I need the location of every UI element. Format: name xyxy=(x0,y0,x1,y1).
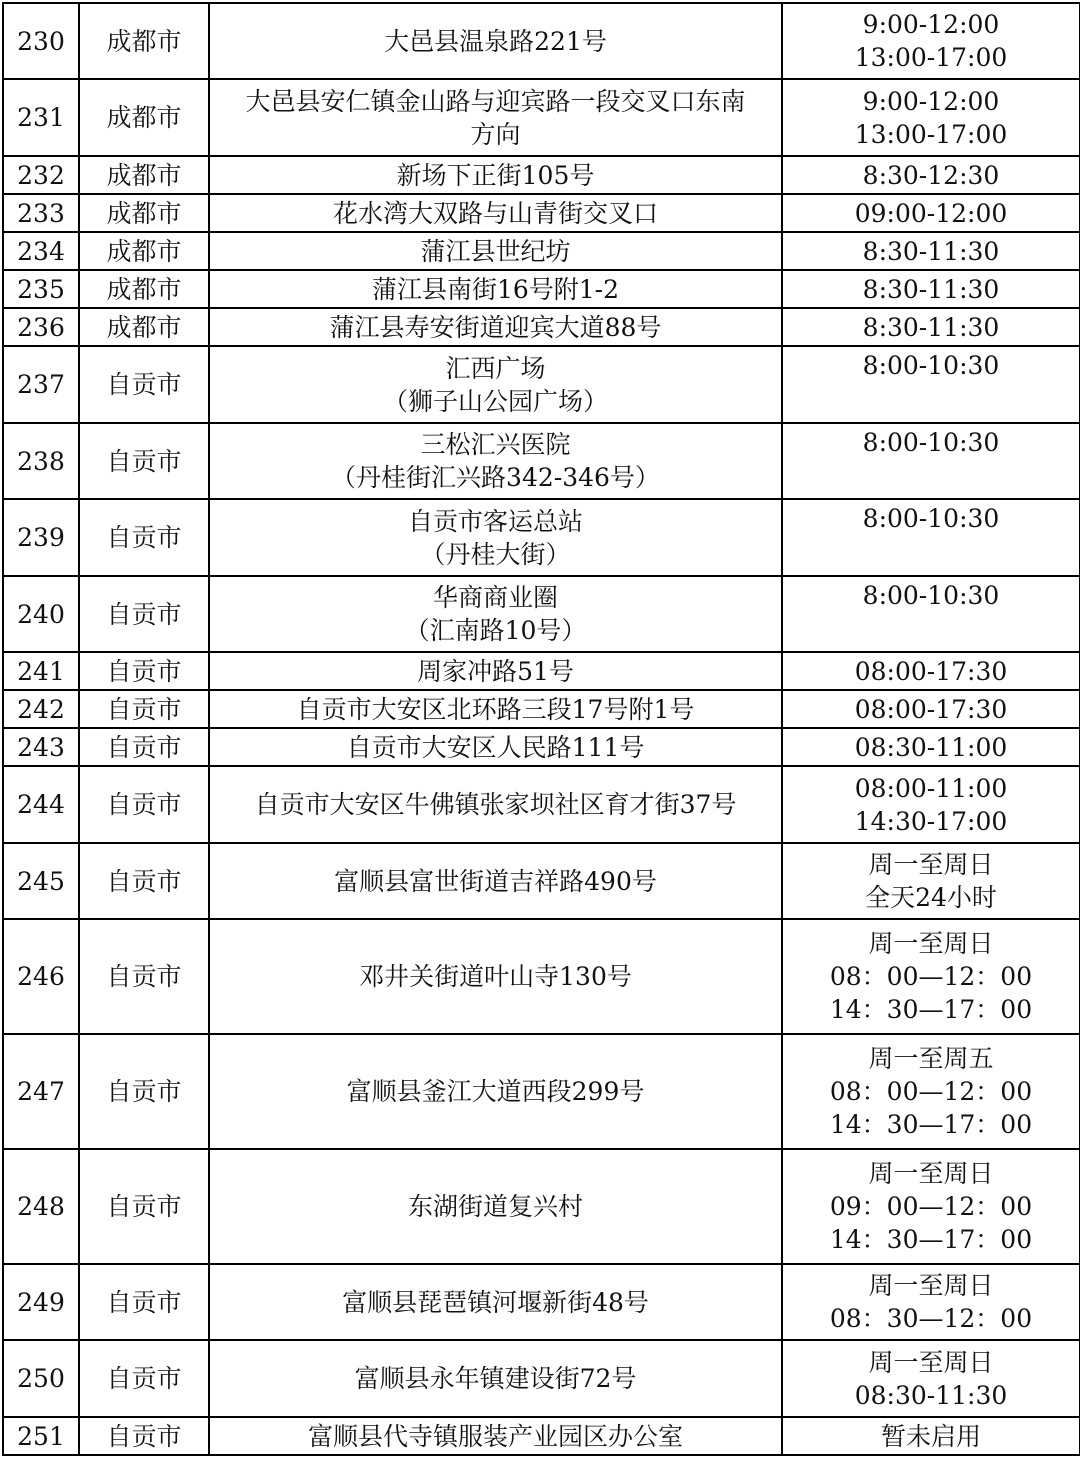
hours-line: 08：00—12：00 xyxy=(829,1077,1033,1106)
city-name: 成都市 xyxy=(106,160,182,190)
address-line: 大邑县安仁镇金山路与迎宾路一段交叉口东南 xyxy=(245,86,746,116)
city-cell xyxy=(79,652,209,690)
hours-cell xyxy=(782,194,1080,232)
address-cell xyxy=(209,346,782,423)
hours-line: 08:30-11:00 xyxy=(854,732,1008,762)
city-name: 自贡市 xyxy=(106,694,182,724)
row-number-cell xyxy=(3,919,79,1034)
hours-cell xyxy=(782,79,1080,156)
row-number: 230 xyxy=(17,26,65,56)
address-cell xyxy=(209,194,782,232)
hours-line: 周一至周日 xyxy=(868,850,994,879)
hours-cell xyxy=(782,766,1080,843)
row-number: 237 xyxy=(17,370,65,399)
hours-line: 13:00-17:00 xyxy=(854,119,1008,149)
hours-cell xyxy=(782,308,1080,346)
table-row xyxy=(3,576,1080,652)
city-cell xyxy=(79,423,209,499)
hours-line: 8:30-12:30 xyxy=(862,160,1000,190)
row-number-cell xyxy=(3,1149,79,1264)
city-name: 成都市 xyxy=(106,312,182,342)
city-cell xyxy=(79,3,209,79)
city-name: 自贡市 xyxy=(106,446,182,476)
address-line: （狮子山公园广场） xyxy=(382,386,608,416)
hours-line: 8:30-11:30 xyxy=(862,274,1000,304)
table-row xyxy=(3,194,1080,232)
hours-cell xyxy=(782,1034,1080,1149)
row-number-cell xyxy=(3,1417,79,1455)
address-cell xyxy=(209,843,782,919)
city-cell xyxy=(79,499,209,576)
hours-cell xyxy=(782,728,1080,766)
table-row xyxy=(3,919,1080,1034)
address-cell xyxy=(209,1034,782,1149)
row-number: 250 xyxy=(17,1364,65,1393)
hours-cell xyxy=(782,156,1080,194)
hours-cell xyxy=(782,232,1080,270)
address-line: 新场下正街105号 xyxy=(396,160,595,190)
row-number-cell xyxy=(3,1264,79,1340)
table-row xyxy=(3,690,1080,728)
hours-cell xyxy=(782,423,1080,499)
address-line: （丹桂大街） xyxy=(420,539,571,569)
row-number-cell xyxy=(3,652,79,690)
address-line: 富顺县富世街道吉祥路490号 xyxy=(334,866,657,896)
hours-line: 08:00-17:30 xyxy=(854,694,1008,724)
hours-line: 09:00-12:00 xyxy=(854,198,1008,228)
city-name: 自贡市 xyxy=(106,1287,182,1317)
address-line: 三松汇兴医院 xyxy=(420,430,571,459)
city-name: 自贡市 xyxy=(106,866,182,896)
row-number: 231 xyxy=(17,103,65,132)
row-number: 238 xyxy=(17,446,65,476)
hours-line: 8:30-11:30 xyxy=(862,236,1000,266)
address-line: 华商商业圈 xyxy=(432,583,558,612)
row-number: 242 xyxy=(17,694,65,724)
address-line: 邓井关街道叶山寺130号 xyxy=(359,962,632,991)
hours-line: 9:00-12:00 xyxy=(862,10,1000,39)
address-line: 富顺县琵琶镇河堰新街48号 xyxy=(342,1287,649,1317)
address-line: 自贡市大安区人民路111号 xyxy=(346,732,645,762)
table-row xyxy=(3,728,1080,766)
table-row xyxy=(3,1149,1080,1264)
hours-cell xyxy=(782,919,1080,1034)
city-cell xyxy=(79,919,209,1034)
table-row xyxy=(3,499,1080,576)
row-number: 236 xyxy=(17,312,65,342)
row-number: 244 xyxy=(17,790,65,819)
city-cell xyxy=(79,232,209,270)
address-cell xyxy=(209,690,782,728)
hours-cell xyxy=(782,3,1080,79)
row-number: 249 xyxy=(17,1287,65,1317)
row-number: 247 xyxy=(17,1077,65,1106)
address-cell xyxy=(209,1264,782,1340)
table-row xyxy=(3,308,1080,346)
hours-line: 周一至周日 xyxy=(868,929,994,958)
city-name: 自贡市 xyxy=(106,656,182,686)
hours-line: 全天24小时 xyxy=(865,883,997,912)
city-name: 自贡市 xyxy=(106,1077,182,1106)
row-number: 240 xyxy=(17,599,65,629)
address-cell xyxy=(209,766,782,843)
table-row xyxy=(3,843,1080,919)
hours-line: 08:30-11:30 xyxy=(854,1380,1008,1410)
address-line: 汇西广场 xyxy=(445,353,546,383)
address-cell xyxy=(209,499,782,576)
address-line: 富顺县代寺镇服装产业园区办公室 xyxy=(307,1421,683,1451)
hours-cell xyxy=(782,1264,1080,1340)
address-line: （丹桂街汇兴路342-346号） xyxy=(331,463,660,492)
hours-cell xyxy=(782,1149,1080,1264)
hours-line: 08:00-17:30 xyxy=(854,656,1008,686)
address-line: 自贡市客运总站 xyxy=(407,506,583,536)
city-cell xyxy=(79,1417,209,1455)
address-line: （汇南路10号） xyxy=(404,616,587,645)
address-line: 花水湾大双路与山青街交叉口 xyxy=(332,198,658,228)
hours-line: 8:00-10:30 xyxy=(862,504,1000,533)
address-line: 方向 xyxy=(470,119,521,149)
city-cell xyxy=(79,728,209,766)
hours-line: 08:00-11:00 xyxy=(854,773,1008,803)
hours-line: 周一至周日 xyxy=(868,1271,994,1300)
address-cell xyxy=(209,270,782,308)
hours-cell xyxy=(782,346,1080,423)
address-line: 东湖街道复兴村 xyxy=(407,1192,583,1221)
hours-line: 08：00—12：00 xyxy=(829,962,1033,991)
table-row xyxy=(3,156,1080,194)
row-number-cell xyxy=(3,346,79,423)
row-number-cell xyxy=(3,499,79,576)
address-cell xyxy=(209,232,782,270)
table-row xyxy=(3,1417,1080,1455)
address-cell xyxy=(209,308,782,346)
hours-line: 周一至周五 xyxy=(868,1044,994,1073)
hours-line: 8:00-10:30 xyxy=(862,351,1000,380)
hours-cell xyxy=(782,270,1080,308)
table-row xyxy=(3,346,1080,423)
hours-line: 8:00-10:30 xyxy=(862,581,1000,610)
hours-cell xyxy=(782,499,1080,576)
row-number-cell xyxy=(3,1340,79,1417)
address-line: 蒲江县世纪坊 xyxy=(420,236,571,266)
city-name: 自贡市 xyxy=(106,790,182,819)
address-cell xyxy=(209,156,782,194)
row-number-cell xyxy=(3,1034,79,1149)
row-number-cell xyxy=(3,270,79,308)
table-row xyxy=(3,652,1080,690)
row-number-cell xyxy=(3,766,79,843)
address-line: 蒲江县寿安街道迎宾大道88号 xyxy=(329,312,662,342)
address-cell xyxy=(209,1149,782,1264)
hours-line: 8:00-10:30 xyxy=(862,428,1000,457)
city-name: 自贡市 xyxy=(106,732,182,762)
address-line: 大邑县温泉路221号 xyxy=(384,26,607,56)
row-number: 251 xyxy=(17,1421,65,1451)
row-number-cell xyxy=(3,156,79,194)
city-name: 成都市 xyxy=(106,274,182,304)
city-cell xyxy=(79,576,209,652)
city-cell xyxy=(79,346,209,423)
address-cell xyxy=(209,3,782,79)
table-row xyxy=(3,1034,1080,1149)
row-number: 234 xyxy=(17,236,65,266)
city-name: 成都市 xyxy=(106,236,182,266)
address-cell xyxy=(209,652,782,690)
city-name: 成都市 xyxy=(106,26,182,56)
address-line: 富顺县釜江大道西段299号 xyxy=(346,1077,645,1106)
row-number: 233 xyxy=(17,198,65,228)
hours-line: 09：00—12：00 xyxy=(829,1192,1033,1221)
city-cell xyxy=(79,1149,209,1264)
address-cell xyxy=(209,576,782,652)
city-cell xyxy=(79,1340,209,1417)
city-name: 成都市 xyxy=(106,103,182,132)
row-number-cell xyxy=(3,423,79,499)
hours-cell xyxy=(782,1340,1080,1417)
row-number: 232 xyxy=(17,160,65,190)
address-cell xyxy=(209,79,782,156)
address-cell xyxy=(209,1417,782,1455)
hours-cell xyxy=(782,690,1080,728)
city-name: 自贡市 xyxy=(106,962,182,991)
city-name: 成都市 xyxy=(106,198,182,228)
address-line: 富顺县永年镇建设街72号 xyxy=(354,1364,637,1393)
row-number: 245 xyxy=(17,866,65,896)
row-number: 241 xyxy=(17,656,65,686)
hours-line: 暂未启用 xyxy=(880,1421,981,1451)
testing-sites-table xyxy=(2,2,1080,1456)
city-cell xyxy=(79,308,209,346)
row-number-cell xyxy=(3,843,79,919)
city-name: 自贡市 xyxy=(106,523,182,552)
row-number-cell xyxy=(3,194,79,232)
table-row xyxy=(3,270,1080,308)
table-row xyxy=(3,232,1080,270)
address-line: 周家冲路51号 xyxy=(417,656,574,686)
row-number-cell xyxy=(3,3,79,79)
hours-line: 周一至周日 xyxy=(868,1159,994,1188)
city-cell xyxy=(79,1264,209,1340)
table-row xyxy=(3,423,1080,499)
hours-line: 14:30-17:00 xyxy=(854,806,1008,836)
table-row xyxy=(3,3,1080,79)
row-number: 246 xyxy=(17,962,65,991)
city-name: 自贡市 xyxy=(106,599,182,629)
table-row xyxy=(3,79,1080,156)
hours-line: 13:00-17:00 xyxy=(854,43,1008,72)
hours-line: 9:00-12:00 xyxy=(862,86,1000,116)
table-row xyxy=(3,1264,1080,1340)
row-number: 239 xyxy=(17,523,65,552)
row-number: 248 xyxy=(17,1192,65,1221)
row-number: 243 xyxy=(17,732,65,762)
address-line: 蒲江县南街16号附1-2 xyxy=(371,274,620,304)
address-line: 自贡市大安区牛佛镇张家坝社区育才街37号 xyxy=(254,790,737,819)
address-cell xyxy=(209,919,782,1034)
city-name: 自贡市 xyxy=(106,1192,182,1221)
row-number-cell xyxy=(3,728,79,766)
city-name: 自贡市 xyxy=(106,1421,182,1451)
hours-cell xyxy=(782,1417,1080,1455)
city-name: 自贡市 xyxy=(106,1364,182,1393)
row-number-cell xyxy=(3,690,79,728)
city-cell xyxy=(79,156,209,194)
row-number-cell xyxy=(3,232,79,270)
hours-cell xyxy=(782,843,1080,919)
address-cell xyxy=(209,423,782,499)
table-row xyxy=(3,1340,1080,1417)
city-cell xyxy=(79,843,209,919)
address-line: 自贡市大安区北环路三段17号附1号 xyxy=(296,694,695,724)
hours-cell xyxy=(782,576,1080,652)
hours-line: 14：30—17：00 xyxy=(829,1225,1033,1254)
address-cell xyxy=(209,728,782,766)
city-cell xyxy=(79,79,209,156)
city-cell xyxy=(79,194,209,232)
row-number: 235 xyxy=(17,274,65,304)
city-cell xyxy=(79,766,209,843)
row-number-cell xyxy=(3,308,79,346)
row-number-cell xyxy=(3,79,79,156)
hours-line: 08：30—12：00 xyxy=(829,1304,1033,1333)
city-name: 自贡市 xyxy=(106,370,182,399)
hours-line: 14：30—17：00 xyxy=(829,1110,1033,1139)
hours-line: 14：30—17：00 xyxy=(829,995,1033,1024)
city-cell xyxy=(79,270,209,308)
hours-line: 8:30-11:30 xyxy=(862,312,1000,342)
table-body xyxy=(3,3,1080,1455)
hours-line: 周一至周日 xyxy=(868,1347,994,1377)
address-cell xyxy=(209,1340,782,1417)
hours-cell xyxy=(782,652,1080,690)
table-row xyxy=(3,766,1080,843)
row-number-cell xyxy=(3,576,79,652)
city-cell xyxy=(79,690,209,728)
city-cell xyxy=(79,1034,209,1149)
